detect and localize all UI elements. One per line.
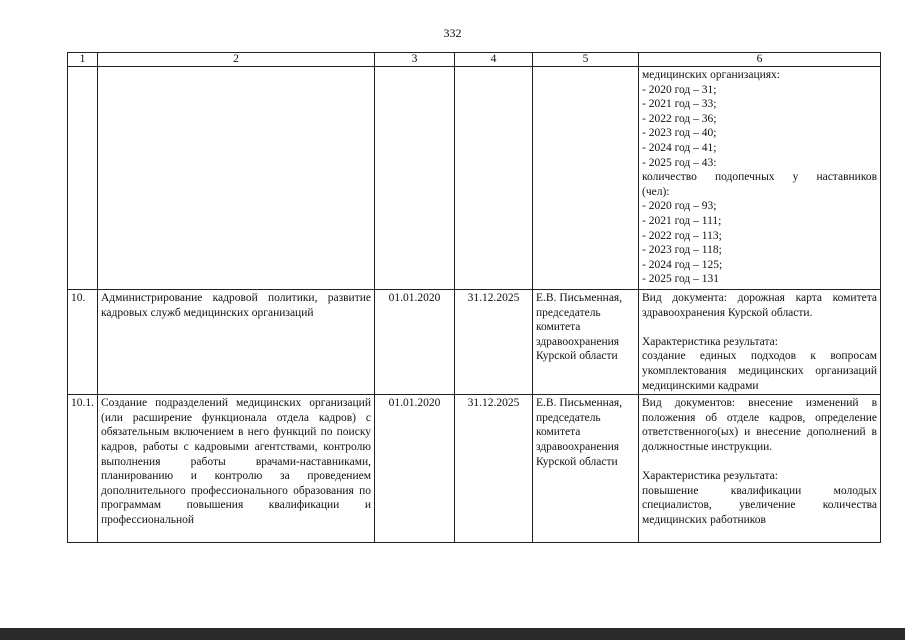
row-number: 10. [68,290,98,395]
responsible-person: Е.В. Письменная, председатель комитета здравоохранения Курской области [533,290,639,395]
cont-cell-6 [639,67,881,290]
indicator-line: - 2022 год – 113; [642,229,722,242]
indicator-line: - 2021 год – 111; [642,214,722,227]
result-cell [639,395,881,543]
result-text: повышение квалификации молодых специалистов, увеличение количества медицинских работников [642,484,877,526]
result-text: создание единых подходов к вопросам укомплектования медицинских организаций медицинскими кадрами [642,350,877,392]
table-row [68,290,881,395]
header-row [68,53,881,67]
spacer [642,320,877,335]
end-date: 31.12.2025 [455,290,533,395]
indicator-line: - 2025 год – 131 [642,273,720,286]
document-type: Вид документа: дорожная карта комитета здравоохранения Курской области. [642,292,877,319]
cont-cell-4 [455,67,533,290]
indicator-line: - 2025 год – 43: [642,156,717,169]
header-col-5: 5 [533,53,639,67]
cont-cell-1 [68,67,98,290]
result-heading: Характеристика результата: [642,335,778,348]
indicator-line: - 2020 год – 31; [642,83,717,96]
page-number: 332 [443,26,462,40]
cont-cell-3 [375,67,455,290]
indicator-line: медицинских организациях: [642,69,780,81]
indicator-line: - 2024 год – 41; [642,141,717,154]
header-col-1: 1 [68,53,98,67]
start-date: 01.01.2020 [375,395,455,543]
indicator-line: - 2023 год – 118; [642,244,722,257]
document-type: Вид документов: внесение изменений в положения об отделе кадров, определение ответственного(ых) и внесение дополнений в должностные инструкции. [642,397,877,453]
start-date: 01.01.2020 [375,290,455,395]
result-cell [639,290,881,395]
activity-title: Администрирование кадровой политики, развитие кадровых служб медицинских организаций [98,290,375,395]
plan-table [67,52,881,543]
indicator-line: - 2022 год – 36; [642,112,717,125]
activity-title: Создание подразделений медицинских организаций (или расширение функционала отдела кадров) с обязательным включением в него функций по поиску кадров, работы с кадровыми агентствами, контролю выполнения работы врачами-наставниками, планированию и контролю за проведением дополнительного профессионального образования по программам повышения квалификации и профессиональной [98,395,375,543]
table-row [68,395,881,543]
row-number: 10.1. [68,395,98,543]
cont-cell-5 [533,67,639,290]
header-col-6: 6 [639,53,881,67]
cont-cell-2 [98,67,375,290]
responsible-person: Е.В. Письменная, председатель комитета здравоохранения Курской области [533,395,639,543]
indicator-line: - 2021 год – 33; [642,98,717,111]
spacer [642,455,877,470]
result-heading: Характеристика результата: [642,470,778,483]
indicator-line: - 2024 год – 125; [642,258,723,271]
indicator-line: - 2023 год – 40; [642,127,717,140]
continuation-row [68,67,881,290]
end-date: 31.12.2025 [455,395,533,543]
indicator-line: - 2020 год – 93; [642,200,717,213]
header-col-3: 3 [375,53,455,67]
header-col-2: 2 [98,53,375,67]
indicator-line: количество подопечных у наставников [642,171,877,184]
indicator-line: (чел): [642,185,670,198]
scan-bottom-edge [0,628,905,640]
header-col-4: 4 [455,53,533,67]
